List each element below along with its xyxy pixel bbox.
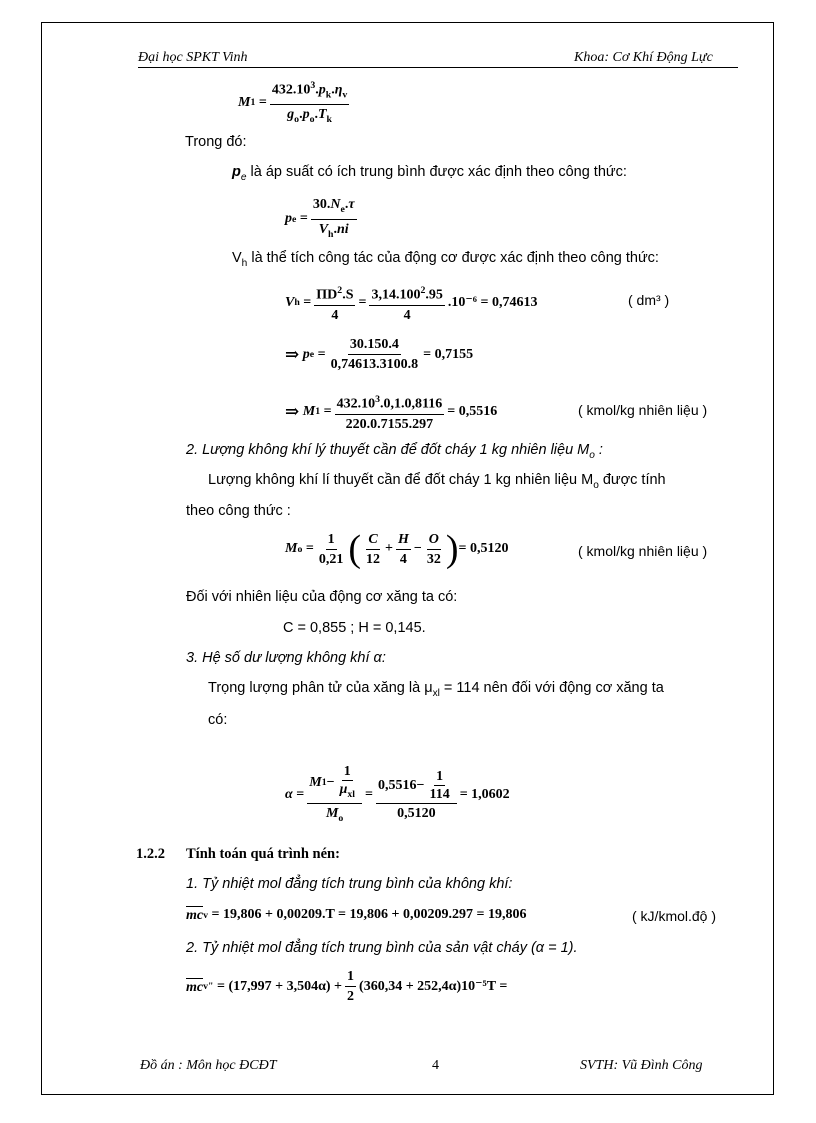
vh-calculation: V h = $\frac{\Pi D^2.S}{4}$ = $\frac{3,14.100^2.95}{4}$ .10⁻⁶ = 0,74613 xyxy=(285,282,537,324)
item3-title: 3. Hệ số dư lượng không khí α: xyxy=(186,650,386,666)
footer-right: SVTH: Vũ Đình Công xyxy=(580,1058,703,1073)
section-title: Tính toán quá trình nén: xyxy=(186,846,340,862)
m1-unit: ( kmol/kg nhiên liệu ) xyxy=(578,402,708,418)
mcv-calculation: mc v = 19,806 + 0,00209.T = 19,806 + 0,00209.297 = 19,806 xyxy=(186,907,527,923)
pe-calculation: ⇒ p e = $\frac{30.150.4}{0,74613.3100.8}$ = 0,7155 xyxy=(285,337,474,372)
footer-left: Đồ án : Môn học ĐCĐT xyxy=(140,1058,277,1073)
header-left: Đại học SPKT Vinh xyxy=(138,50,248,65)
mcv2-title: 2. Tỷ nhiệt mol đẳng tích trung bình của sản vật cháy (α = 1). xyxy=(186,940,578,956)
mcv-title: 1. Tỷ nhiệt mol đẳng tích trung bình của không khí: xyxy=(186,876,513,892)
m1-formula: M 1 = $\frac{432.10^3.p_k.\eta_v}{g_o.p_o.T_k}$ xyxy=(238,77,352,128)
item2-title: 2. Lượng không khí lý thuyết cần để đốt cháy 1 kg nhiên liệu $M_o$ : xyxy=(186,442,603,461)
vh-description: $V_h$ là thể tích công tác của động cơ được xác định theo công thức: xyxy=(232,250,659,269)
item3-line1: Trọng lượng phân tử của xăng là $\mu_{xl} = 114$ nên đối với động cơ xăng ta xyxy=(208,680,664,699)
item3-line2: có: xyxy=(208,712,228,728)
page-number: 4 xyxy=(432,1058,439,1073)
header-right: Khoa: Cơ Khí Động Lực xyxy=(574,50,713,65)
mcv2-calculation: mc v " = (17,997 + 3,504α) + $\frac{1}{2}$ (360,34 + 252,4α)10⁻⁵T = xyxy=(186,969,508,1004)
fuel-intro: Đối với nhiên liệu của động cơ xăng ta có: xyxy=(186,589,458,605)
section-number: 1.2.2 xyxy=(136,846,165,862)
pe-description: $p_e$ là áp suất có ích trung bình được xác định theo công thức: xyxy=(232,164,627,183)
vh-unit: ( dm³ ) xyxy=(628,292,670,308)
alpha-calculation: α = M 1 − $\frac{1}{\mu_{xl}}$ $M_o$ = 0,5516 − $\frac{1}{114}$ 0,5120 = 1,0602 xyxy=(285,764,510,824)
item2-line2: theo công thức : xyxy=(186,503,291,519)
trong-do-label: Trong đó: xyxy=(185,134,247,150)
fuel-values: C = 0,855 ; H = 0,145. xyxy=(283,620,426,636)
item2-line1: Lượng không khí lí thuyết cần để đốt cháy 1 kg nhiên liệu $M_o$ được tính xyxy=(208,472,666,491)
pe-formula: p e = $\frac{30.N_e.\tau}{V_h.ni}$ xyxy=(285,197,355,240)
m1-calculation: ⇒ M 1 = $\frac{432.10^3.0,1.0,8116}{220.0.7155.297}$ = 0,5516 xyxy=(285,391,497,433)
mo-calculation: M o = $\frac{1}{0,21}$ ( $\frac{C}{12}$ + $\frac{H}{4}$ − $\frac{O}{32}$ ) = 0,5120 xyxy=(285,528,509,570)
mcv-unit: ( kJ/kmol.độ ) xyxy=(632,908,717,924)
mo-unit: ( kmol/kg nhiên liệu ) xyxy=(578,543,708,559)
header-rule xyxy=(138,67,738,68)
